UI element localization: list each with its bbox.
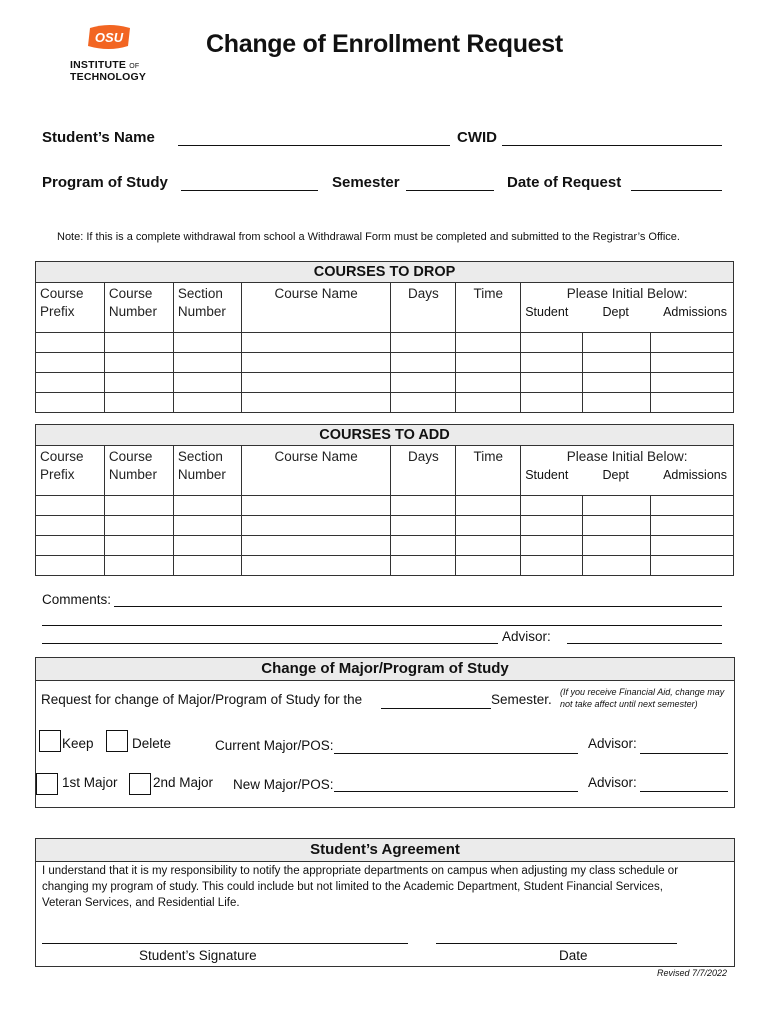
table-cell[interactable] xyxy=(104,516,173,536)
student-agreement-section xyxy=(35,838,735,967)
current-advisor-label: Advisor: xyxy=(588,736,637,751)
add-col-prefix-2: Prefix xyxy=(40,467,75,482)
add-initial-dept: Dept xyxy=(602,468,629,482)
second-major-checkbox[interactable] xyxy=(129,773,151,795)
table-cell[interactable] xyxy=(173,393,241,413)
date-of-request-field[interactable] xyxy=(631,190,722,191)
table-cell[interactable] xyxy=(651,556,734,576)
drop-col-number-2: Number xyxy=(108,304,157,319)
revised-date: Revised 7/7/2022 xyxy=(657,968,728,978)
table-row xyxy=(36,516,734,536)
comments-line-1[interactable] xyxy=(114,606,722,607)
table-cell[interactable] xyxy=(36,496,105,516)
table-row xyxy=(36,373,734,393)
add-initial-admissions: Admissions xyxy=(663,468,727,482)
new-major-label: New Major/POS: xyxy=(233,777,334,792)
table-cell[interactable] xyxy=(36,353,105,373)
drop-initial-student: Student xyxy=(525,305,569,319)
table-cell[interactable] xyxy=(651,373,734,393)
logo-line1: INSTITUTE xyxy=(70,59,127,71)
table-cell[interactable] xyxy=(583,556,651,576)
add-col-number-1: Course xyxy=(108,449,153,464)
table-cell[interactable] xyxy=(651,393,734,413)
table-cell[interactable] xyxy=(521,393,583,413)
keep-checkbox[interactable] xyxy=(39,730,61,752)
comments-advisor-label: Advisor: xyxy=(502,629,551,644)
drop-table-title: COURSES TO DROP xyxy=(36,262,734,283)
table-row xyxy=(36,393,734,413)
add-col-number-2: Number xyxy=(108,467,157,482)
first-major-label: 1st Major xyxy=(62,775,118,790)
table-cell[interactable] xyxy=(36,373,105,393)
program-of-study-label: Program of Study xyxy=(42,174,168,191)
logo-of: OF xyxy=(129,63,140,70)
table-cell[interactable] xyxy=(456,496,521,516)
change-of-major-title: Change of Major/Program of Study xyxy=(36,658,734,681)
major-request-text: Request for change of Major/Program of Study for the xyxy=(41,692,363,707)
courses-to-drop-table xyxy=(35,261,734,413)
new-advisor-label: Advisor: xyxy=(588,775,637,790)
table-cell[interactable] xyxy=(391,516,456,536)
table-cell[interactable] xyxy=(456,353,521,373)
comments-line-2[interactable] xyxy=(42,625,722,626)
table-cell[interactable] xyxy=(104,556,173,576)
table-cell[interactable] xyxy=(36,516,105,536)
current-major-field[interactable] xyxy=(334,753,578,754)
table-cell[interactable] xyxy=(651,516,734,536)
table-cell[interactable] xyxy=(391,496,456,516)
add-initial-student: Student xyxy=(525,468,569,482)
table-cell[interactable] xyxy=(583,393,651,413)
table-cell[interactable] xyxy=(521,516,583,536)
first-major-checkbox[interactable] xyxy=(36,773,58,795)
table-cell[interactable] xyxy=(241,496,391,516)
comments-advisor-field[interactable] xyxy=(567,643,722,644)
table-cell[interactable] xyxy=(241,516,391,536)
table-cell[interactable] xyxy=(241,353,391,373)
table-cell[interactable] xyxy=(391,333,456,353)
table-cell[interactable] xyxy=(36,536,105,556)
table-cell[interactable] xyxy=(241,333,391,353)
table-cell[interactable] xyxy=(456,333,521,353)
table-cell[interactable] xyxy=(583,353,651,373)
second-major-label: 2nd Major xyxy=(153,775,214,790)
keep-label: Keep xyxy=(62,736,94,751)
table-cell[interactable] xyxy=(456,373,521,393)
major-semester-suffix: Semester. xyxy=(491,692,552,707)
date-of-request-label: Date of Request xyxy=(507,174,622,191)
table-cell[interactable] xyxy=(521,373,583,393)
table-row xyxy=(36,353,734,373)
agreement-text-line1: I understand that it is my responsibility to notify the appropriate departments on campus when adjusting my class schedule or xyxy=(42,865,679,877)
add-col-time: Time xyxy=(473,449,504,464)
table-cell[interactable] xyxy=(583,333,651,353)
table-cell[interactable] xyxy=(104,536,173,556)
table-cell[interactable] xyxy=(583,516,651,536)
table-cell[interactable] xyxy=(241,556,391,576)
comments-line-3[interactable] xyxy=(42,643,498,644)
cwid-label: CWID xyxy=(457,129,497,146)
agreement-title: Student’s Agreement xyxy=(36,839,734,862)
table-cell[interactable] xyxy=(104,353,173,373)
table-cell[interactable] xyxy=(521,556,583,576)
table-cell[interactable] xyxy=(173,516,241,536)
drop-initial-header: Please Initial Below: xyxy=(566,286,688,301)
table-row xyxy=(36,496,734,516)
table-cell[interactable] xyxy=(651,536,734,556)
table-cell[interactable] xyxy=(104,496,173,516)
semester-label: Semester xyxy=(332,174,400,191)
drop-col-section-2: Number xyxy=(177,304,226,319)
drop-initial-admissions: Admissions xyxy=(663,305,727,319)
add-col-section-1: Section xyxy=(177,449,223,464)
table-cell[interactable] xyxy=(173,353,241,373)
table-cell[interactable] xyxy=(391,393,456,413)
table-row xyxy=(36,536,734,556)
student-name-field[interactable] xyxy=(178,145,450,146)
table-cell[interactable] xyxy=(104,333,173,353)
table-cell[interactable] xyxy=(104,373,173,393)
signature-field[interactable] xyxy=(42,943,408,944)
aid-note-line2: not take affect until next semester) xyxy=(560,699,698,709)
add-col-days: Days xyxy=(408,449,439,464)
drop-col-time: Time xyxy=(473,286,504,301)
table-cell[interactable] xyxy=(391,556,456,576)
drop-col-days: Days xyxy=(408,286,439,301)
table-cell[interactable] xyxy=(583,536,651,556)
table-cell[interactable] xyxy=(456,393,521,413)
table-row xyxy=(36,556,734,576)
agreement-date-label: Date xyxy=(559,948,588,963)
table-cell[interactable] xyxy=(391,353,456,373)
drop-col-prefix-2: Prefix xyxy=(40,304,75,319)
drop-col-number-1: Course xyxy=(108,286,153,301)
table-cell[interactable] xyxy=(36,393,105,413)
aid-note-line1: (If you receive Financial Aid, change may xyxy=(560,687,725,697)
table-cell[interactable] xyxy=(36,556,105,576)
major-semester-field[interactable] xyxy=(381,708,491,709)
drop-col-prefix-1: Course xyxy=(40,286,84,301)
table-cell[interactable] xyxy=(241,393,391,413)
table-cell[interactable] xyxy=(521,333,583,353)
program-of-study-field[interactable] xyxy=(181,190,318,191)
table-cell[interactable] xyxy=(173,536,241,556)
table-cell[interactable] xyxy=(104,393,173,413)
table-cell[interactable] xyxy=(651,333,734,353)
signature-label: Student’s Signature xyxy=(139,948,257,963)
page-title: Change of Enrollment Request xyxy=(206,30,563,58)
table-cell[interactable] xyxy=(391,536,456,556)
comments-label: Comments: xyxy=(42,592,112,607)
table-cell[interactable] xyxy=(36,333,105,353)
table-cell[interactable] xyxy=(173,556,241,576)
table-cell[interactable] xyxy=(456,536,521,556)
drop-col-course-name: Course Name xyxy=(274,286,358,301)
change-of-major-section xyxy=(35,657,735,808)
delete-checkbox[interactable] xyxy=(106,730,128,752)
logo-line2: TECHNOLOGY xyxy=(70,71,147,83)
student-name-label: Student’s Name xyxy=(42,129,155,146)
table-cell[interactable] xyxy=(521,536,583,556)
table-cell[interactable] xyxy=(391,373,456,393)
new-major-field[interactable] xyxy=(334,791,578,792)
table-cell[interactable] xyxy=(241,373,391,393)
table-cell[interactable] xyxy=(173,496,241,516)
delete-label: Delete xyxy=(132,736,172,751)
agreement-text-line2: changing my program of study. This could include but not limited to the Academic Department, Student Financial Services, xyxy=(42,881,663,893)
add-col-course-name: Course Name xyxy=(274,449,358,464)
logo-mark-text: OSU xyxy=(94,30,124,45)
institute-logo-text xyxy=(70,60,150,82)
table-row xyxy=(36,333,734,353)
drop-initial-dept: Dept xyxy=(602,305,629,319)
semester-field[interactable] xyxy=(406,190,494,191)
drop-col-section-1: Section xyxy=(177,286,223,301)
add-col-prefix-1: Course xyxy=(40,449,84,464)
cwid-field[interactable] xyxy=(502,145,722,146)
agreement-date-field[interactable] xyxy=(436,943,677,944)
agreement-text-line3: Veteran Services, and Residential Life. xyxy=(42,897,240,909)
osu-logo-icon xyxy=(84,24,134,50)
add-initial-header: Please Initial Below: xyxy=(566,449,688,464)
table-cell[interactable] xyxy=(173,333,241,353)
current-major-label: Current Major/POS: xyxy=(215,738,334,753)
table-cell[interactable] xyxy=(521,496,583,516)
table-cell[interactable] xyxy=(651,353,734,373)
table-cell[interactable] xyxy=(173,373,241,393)
new-advisor-field[interactable] xyxy=(640,791,728,792)
add-col-section-2: Number xyxy=(177,467,226,482)
table-cell[interactable] xyxy=(583,496,651,516)
courses-to-add-table xyxy=(35,424,734,576)
table-cell[interactable] xyxy=(583,373,651,393)
table-cell[interactable] xyxy=(521,353,583,373)
add-table-title: COURSES TO ADD xyxy=(36,425,734,446)
current-advisor-field[interactable] xyxy=(640,753,728,754)
table-cell[interactable] xyxy=(456,516,521,536)
withdrawal-note: Note: If this is a complete withdrawal from school a Withdrawal Form must be completed and submitted to the Registrar’s Office. xyxy=(57,231,680,243)
table-cell[interactable] xyxy=(456,556,521,576)
table-cell[interactable] xyxy=(651,496,734,516)
table-cell[interactable] xyxy=(241,536,391,556)
